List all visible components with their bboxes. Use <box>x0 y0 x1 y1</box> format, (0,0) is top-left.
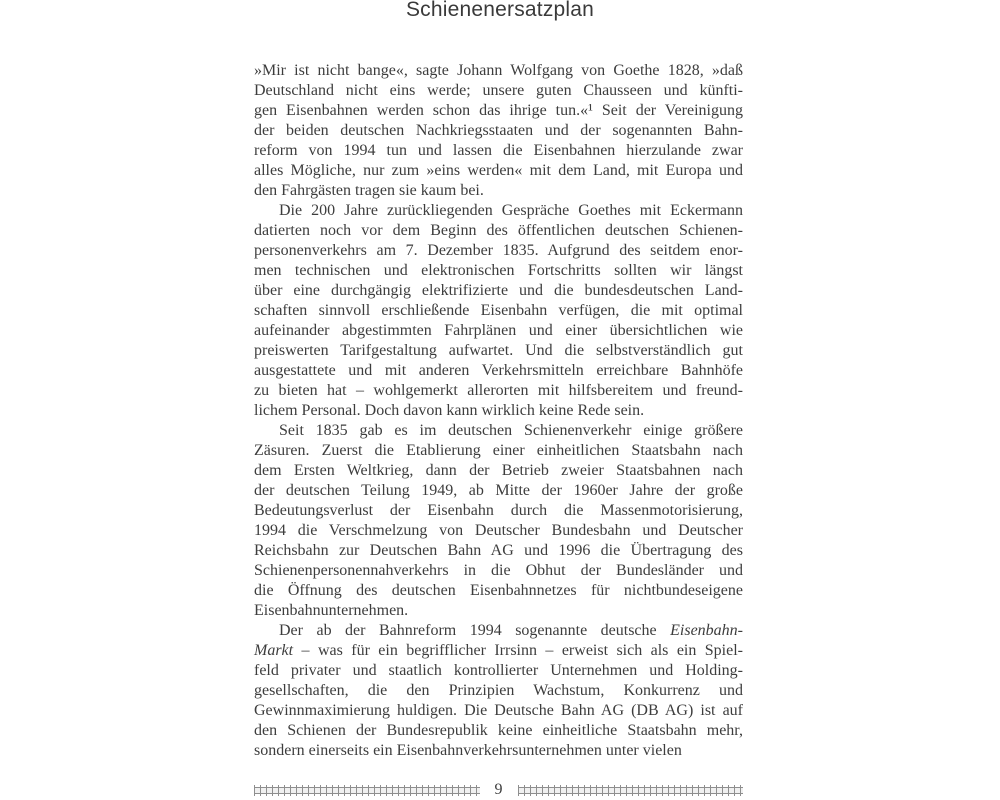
text-segment: den Fahrgästen tragen sie kaum bei. <box>254 182 484 199</box>
text-segment: – was für ein begrifflicher Irrsinn – erweist sich als ein Spiel- <box>293 642 743 659</box>
text-segment: datierten noch vor dem Beginn des öffentlichen deutschen Schienen- <box>254 222 743 239</box>
text-segment: Zäsuren. Zuerst die Etablierung einer einheitlichen Staatsbahn nach <box>254 442 743 459</box>
text-line <box>254 361 743 381</box>
text-line <box>254 141 743 161</box>
text-line <box>254 401 743 421</box>
text-segment: Schienenpersonennahverkehrs in die Obhut der Bundesländer und <box>254 562 743 579</box>
text-segment: aufeinander abgestimmten Fahrplänen und einer übersichtlichen wie <box>254 322 743 339</box>
railroad-track-ornament-left-icon <box>254 785 480 796</box>
text-segment: lichem Personal. Doch davon kann wirklich keine Rede sein. <box>254 402 645 419</box>
text-line <box>254 601 743 621</box>
text-segment: ausgestattete und mit anderen Verkehrsmitteln erreichbare Bahnhöfe <box>254 362 743 379</box>
italic-text-segment: Markt <box>254 642 294 659</box>
text-line <box>254 161 743 181</box>
text-segment: gesellschaften, die den Prinzipien Wachstum, Konkurrenz und <box>254 682 743 699</box>
text-segment: Eisenbahnunternehmen. <box>254 602 409 619</box>
text-line <box>254 561 743 581</box>
text-line <box>254 661 743 681</box>
text-line <box>254 81 743 101</box>
text-segment: Der ab der Bahnreform 1994 sogenannte deutsche <box>279 622 671 639</box>
text-line <box>254 341 743 361</box>
text-line <box>254 281 743 301</box>
text-segment: über eine durchgängig elektrifizierte und die bundesdeutschen Land- <box>254 282 743 299</box>
text-segment: Die 200 Jahre zurückliegenden Gespräche Goethes mit Eckermann <box>279 202 743 219</box>
text-segment: die Öffnung des deutschen Eisenbahnnetzes für nichtbundeseigene <box>254 582 743 599</box>
text-segment: feld privater und staatlich kontrollierter Unternehmen und Holding- <box>254 662 743 679</box>
text-line <box>254 441 743 461</box>
text-segment: preiswerten Tarifgestaltung aufwartet. Und die selbstverständlich gut <box>254 342 743 359</box>
text-segment: alles Mögliche, nur zum »eins werden« mit dem Land, mit Europa und <box>254 162 743 179</box>
text-segment: sondern einerseits ein Eisenbahnverkehrsunternehmen unter vielen <box>254 742 682 759</box>
text-segment: dem Ersten Weltkrieg, dann der Betrieb zweier Staatsbahnen nach <box>254 462 743 479</box>
text-line <box>254 101 743 121</box>
page-number: 9 <box>494 781 503 798</box>
text-segment: »Mir ist nicht bange«, sagte Johann Wolfgang von Goethe 1828, »daß <box>254 62 743 79</box>
text-segment: der beiden deutschen Nachkriegsstaaten und der sogenannten Bahn- <box>254 122 743 139</box>
text-line <box>254 201 743 221</box>
text-line <box>254 321 743 341</box>
text-segment: men technischen und elektronischen Fortschritts sollten wir längst <box>254 262 743 279</box>
text-segment: der deutschen Teilung 1949, ab Mitte der 1960er Jahre der große <box>254 482 743 499</box>
text-line <box>254 501 743 521</box>
text-segment: 1994 die Verschmelzung von Deutscher Bundesbahn und Deutscher <box>254 522 743 539</box>
text-line <box>254 461 743 481</box>
text-line <box>254 641 743 661</box>
text-line <box>254 61 743 81</box>
paragraph <box>254 201 743 421</box>
text-line <box>254 701 743 721</box>
text-line <box>254 181 743 201</box>
text-line <box>254 721 743 741</box>
page-footer <box>254 782 743 798</box>
text-segment: gen Eisenbahnen werden schon das ihrige tun.«¹ Seit der Vereinigung <box>254 102 743 119</box>
chapter-title: Schienenersatzplan <box>405 0 595 21</box>
text-line <box>254 621 743 641</box>
text-block <box>254 61 743 761</box>
text-segment: Deutschland nicht eins werde; unsere guten Chausseen und künfti- <box>254 82 743 99</box>
text-line <box>254 301 743 321</box>
text-segment: personenverkehrs am 7. Dezember 1835. Aufgrund des seitdem enor- <box>254 242 743 259</box>
italic-text-segment: Eisenbahn- <box>670 622 743 639</box>
text-line <box>254 681 743 701</box>
text-segment: den Schienen der Bundesrepublik keine einheitliche Staatsbahn mehr, <box>254 722 743 739</box>
text-line <box>254 481 743 501</box>
text-segment: schaften sinnvoll erschließende Eisenbahn verfügen, die mit optimal <box>254 302 743 319</box>
text-line <box>254 541 743 561</box>
paragraph <box>254 621 743 761</box>
text-line <box>254 381 743 401</box>
text-line <box>254 421 743 441</box>
text-line <box>254 221 743 241</box>
text-line <box>254 261 743 281</box>
text-line <box>254 121 743 141</box>
text-segment: Bedeutungsverlust der Eisenbahn durch die Massenmotorisierung, <box>254 502 743 519</box>
text-segment: Seit 1835 gab es im deutschen Schienenverkehr einige größere <box>279 422 743 439</box>
text-segment: Reichsbahn zur Deutschen Bahn AG und 1996 die Übertragung des <box>254 542 743 559</box>
railroad-track-ornament-right-icon <box>518 785 744 796</box>
text-segment: zu bieten hat – wohlgemerkt allerorten mit hilfsbereitem und freund- <box>254 382 743 399</box>
text-line <box>254 581 743 601</box>
text-segment: reform von 1994 tun und lassen die Eisenbahnen hierzulande zwar <box>254 142 743 159</box>
paragraph <box>254 421 743 621</box>
text-line <box>254 741 743 761</box>
paragraph <box>254 61 743 201</box>
text-line <box>254 521 743 541</box>
text-segment: Gewinnmaximierung huldigen. Die Deutsche Bahn AG (DB AG) ist auf <box>254 702 743 719</box>
text-line <box>254 241 743 261</box>
